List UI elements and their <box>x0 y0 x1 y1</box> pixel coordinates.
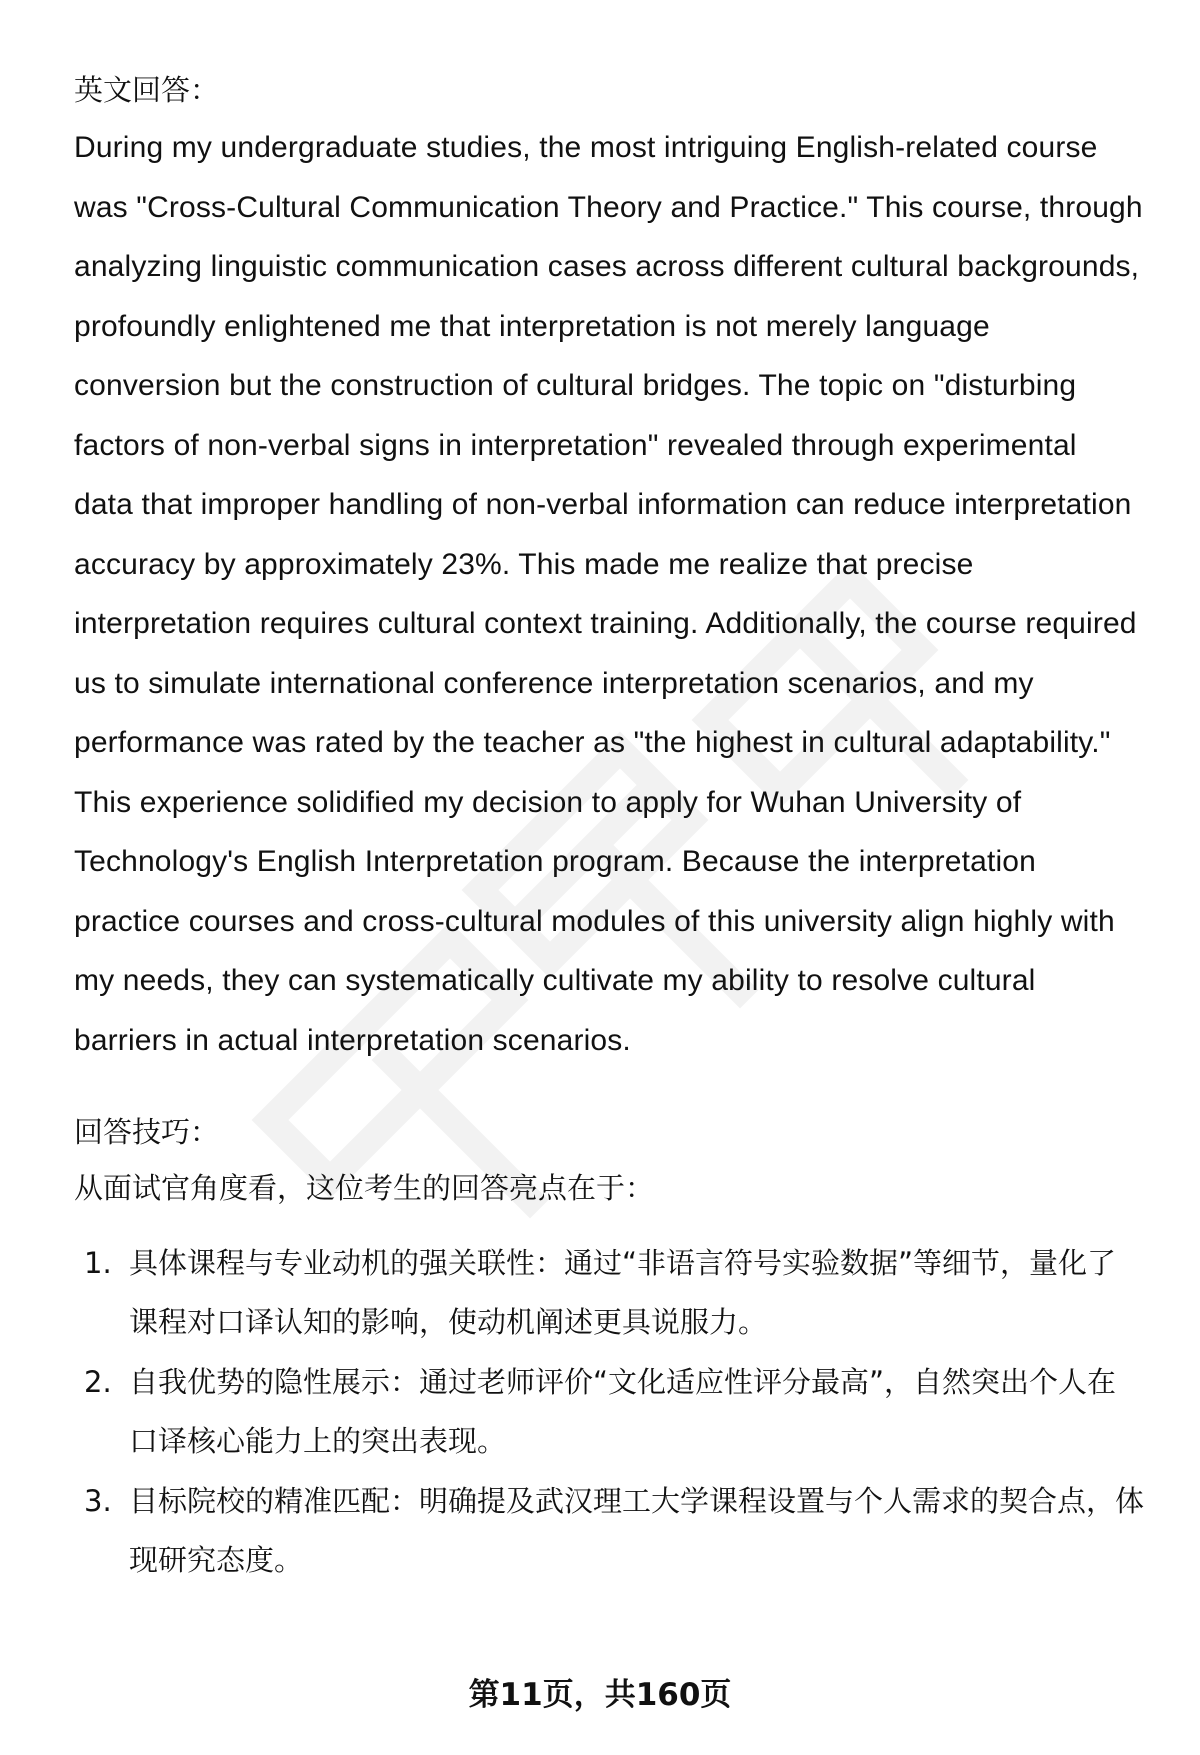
english-answer-paragraph: During my undergraduate studies, the most intriguing English-related course was "Cross-Cultural Communication Theory and Practice." This course, through analyzing linguistic communication cases across different cultural backgrounds, profoundly enlightened me that interpretation is not merely language conversion but the construction of cultural bridges. The topic on "disturbing factors of non-verbal signs in interpretation" revealed through experimental data that improper handling of non-verbal information can reduce interpretation accuracy by approximately 23%. This made me realize that precise interpretation requires cultural context training. Additionally, the course required us to simulate international conference interpretation scenarios, and my performance was rated by the teacher as "the highest in cultural adaptability." This experience solidified my decision to apply for Wuhan University of Technology's English Interpretation program. Because the interpretation practice courses and cross-cultural modules of this university align highly with my needs, they can systematically cultivate my ability to resolve cultural barriers in actual interpretation scenarios. <box>74 131 1143 1057</box>
tips-item-text: 目标院校的精准匹配：明确提及武汉理工大学课程设置与个人需求的契合点，体现研究态度。 <box>129 1484 1145 1577</box>
tips-list <box>74 1234 1144 1590</box>
tips-list-item <box>74 1353 1144 1471</box>
tips-item-number: 1. <box>84 1246 112 1280</box>
tips-list-item <box>74 1234 1144 1352</box>
english-answer-heading: 英文回答： <box>74 73 220 107</box>
tips-item-text: 具体课程与专业动机的强关联性：通过“非语言符号实验数据”等细节，量化了课程对口译认知的影响，使动机阐述更具说服力。 <box>129 1246 1117 1339</box>
document-body <box>74 62 1144 1591</box>
tips-item-text: 自我优势的隐性展示：通过老师评价“文化适应性评分最高”，自然突出个人在口译核心能力上的突出表现。 <box>129 1365 1117 1458</box>
tips-intro: 从面试官角度看，这位考生的回答亮点在于： <box>74 1171 655 1205</box>
page-number-footer: 第11页，共160页 <box>468 1677 732 1713</box>
tips-list-item <box>74 1472 1144 1590</box>
tips-item-number: 2. <box>84 1365 112 1399</box>
tips-heading: 回答技巧： <box>74 1115 220 1149</box>
tips-item-number: 3. <box>84 1484 112 1518</box>
